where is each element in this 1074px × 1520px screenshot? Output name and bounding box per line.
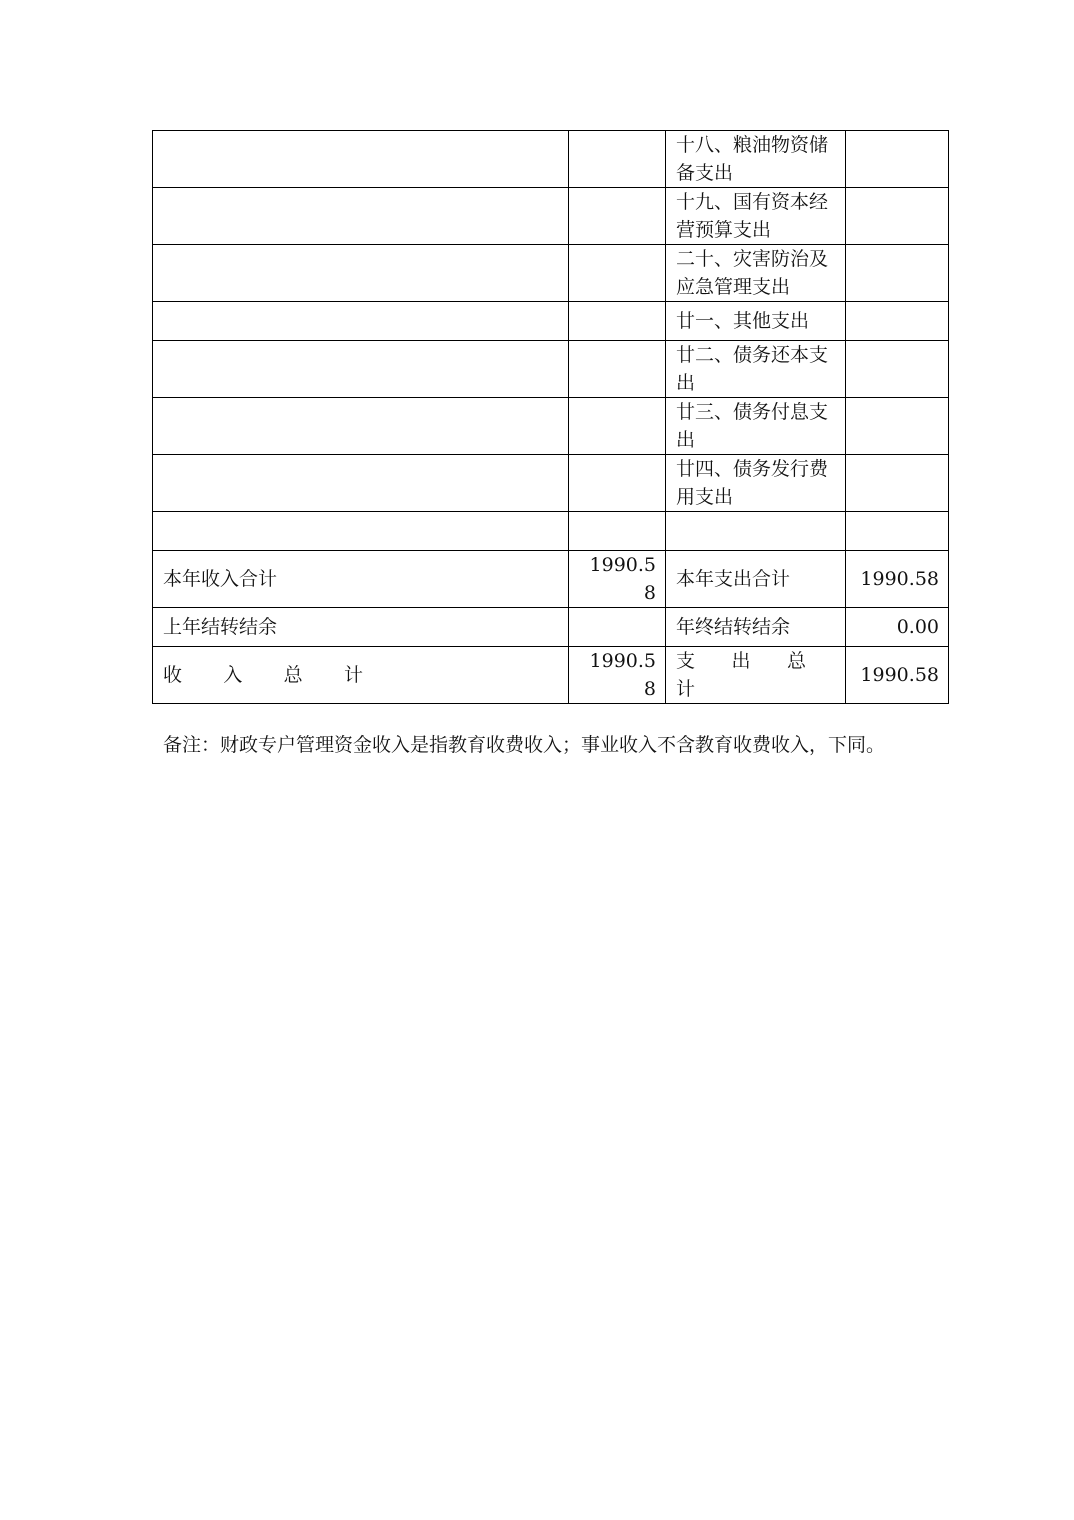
- income-item-cell: [153, 188, 569, 245]
- table-row: [153, 131, 949, 188]
- expense-total-char: 支: [676, 650, 696, 672]
- current-year-expense-value: 1990.58: [846, 551, 949, 608]
- expense-total-char: 计: [676, 678, 696, 700]
- grand-total-row: [153, 647, 949, 704]
- expense-total-char: 出: [731, 650, 751, 672]
- expense-item-cell: 十九、国有资本经营预算支出: [666, 188, 846, 245]
- table-row: [153, 245, 949, 302]
- expense-item-cell: 廿四、债务发行费用支出: [666, 455, 846, 512]
- empty-cell: [666, 512, 846, 551]
- current-year-expense-label: 本年支出合计: [666, 551, 846, 608]
- income-amount-cell: [569, 245, 666, 302]
- expense-amount-cell: [846, 131, 949, 188]
- expense-amount-cell: [846, 341, 949, 398]
- empty-cell: [569, 512, 666, 551]
- table-row: [153, 512, 949, 551]
- empty-cell: [846, 512, 949, 551]
- table-row: [153, 455, 949, 512]
- expense-amount-cell: [846, 302, 949, 341]
- year-end-carryover-label: 年终结转结余: [666, 608, 846, 647]
- income-total-label: [153, 647, 569, 704]
- income-amount-cell: [569, 455, 666, 512]
- prior-year-carryover-label: 上年结转结余: [153, 608, 569, 647]
- expense-item-cell: 二十、灾害防治及应急管理支出: [666, 245, 846, 302]
- expense-amount-cell: [846, 455, 949, 512]
- income-item-cell: [153, 302, 569, 341]
- income-item-cell: [153, 398, 569, 455]
- income-item-cell: [153, 245, 569, 302]
- budget-summary-table: [152, 130, 949, 704]
- income-item-cell: [153, 455, 569, 512]
- income-total-char: 计: [343, 664, 363, 686]
- expense-item-cell: 十八、粮油物资储备支出: [666, 131, 846, 188]
- expense-item-cell: 廿一、其他支出: [666, 302, 846, 341]
- prior-year-carryover-value: [569, 608, 666, 647]
- expense-total-label: [666, 647, 846, 704]
- table-row: [153, 341, 949, 398]
- income-amount-cell: [569, 131, 666, 188]
- footnote: 备注：财政专户管理资金收入是指教育收费收入；事业收入不含教育收费收入，下同。: [163, 734, 886, 756]
- income-item-cell: [153, 341, 569, 398]
- current-year-income-value: 1990.58: [569, 551, 666, 608]
- expense-total-value: 1990.58: [846, 647, 949, 704]
- income-total-char: 入: [223, 664, 243, 686]
- income-total-char: 总: [283, 664, 303, 686]
- expense-item-cell: 廿二、债务还本支出: [666, 341, 846, 398]
- table-row: [153, 302, 949, 341]
- income-amount-cell: [569, 341, 666, 398]
- carryover-row: [153, 608, 949, 647]
- income-total-char: 收: [163, 664, 183, 686]
- expense-item-cell: 廿三、债务付息支出: [666, 398, 846, 455]
- expense-amount-cell: [846, 188, 949, 245]
- table-row: [153, 188, 949, 245]
- expense-amount-cell: [846, 398, 949, 455]
- income-item-cell: [153, 131, 569, 188]
- empty-cell: [153, 512, 569, 551]
- year-end-carryover-value: 0.00: [846, 608, 949, 647]
- income-amount-cell: [569, 188, 666, 245]
- table-row: [153, 398, 949, 455]
- income-amount-cell: [569, 302, 666, 341]
- income-total-value: 1990.58: [569, 647, 666, 704]
- current-year-income-label: 本年收入合计: [153, 551, 569, 608]
- expense-amount-cell: [846, 245, 949, 302]
- current-year-total-row: [153, 551, 949, 608]
- income-amount-cell: [569, 398, 666, 455]
- expense-total-char: 总: [786, 650, 806, 672]
